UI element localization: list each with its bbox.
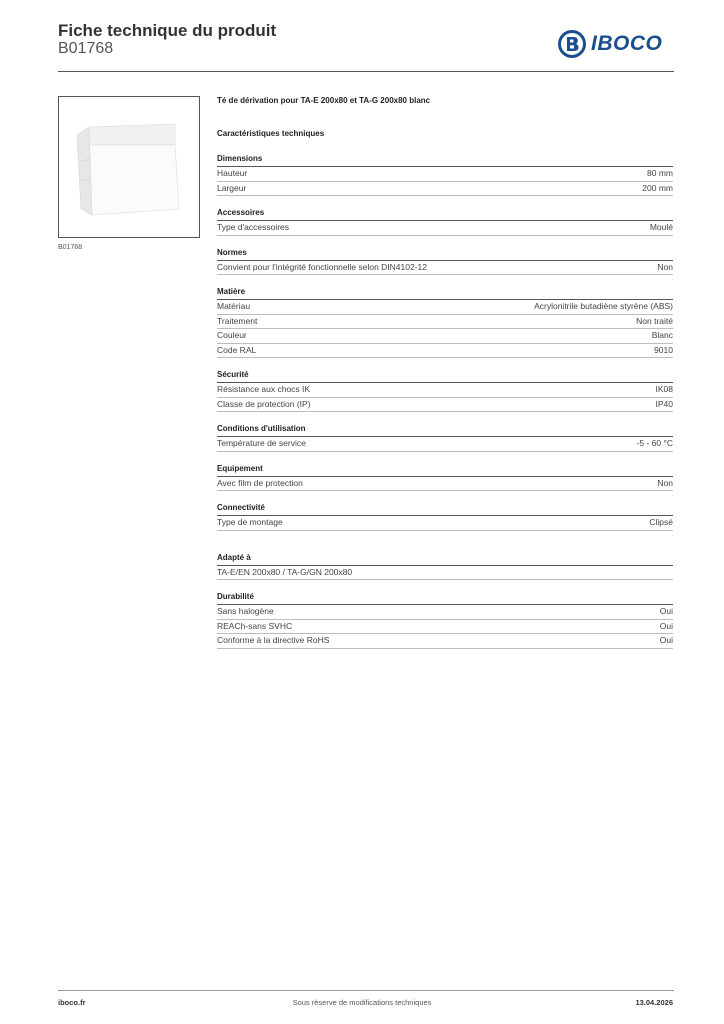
table-row [217, 167, 673, 182]
table-row [217, 477, 673, 492]
section-title: Adapté à [217, 553, 673, 566]
row-label: Couleur [217, 330, 247, 340]
section-title: Normes [217, 248, 673, 261]
table-row [217, 383, 673, 398]
section-safety [217, 370, 673, 412]
section-title: Equipement [217, 464, 673, 477]
row-label: Température de service [217, 438, 306, 448]
specs-heading: Caractéristiques techniques [217, 129, 325, 138]
row-label: REACh-sans SVHC [217, 620, 293, 631]
table-row [217, 315, 673, 330]
section-sustainability [217, 592, 673, 649]
row-label: Largeur [217, 182, 247, 193]
row-value: Clipsé [649, 517, 673, 527]
row-label: Hauteur [217, 168, 248, 178]
row-value: 80 mm [647, 168, 673, 178]
iboco-logo-icon [557, 29, 587, 59]
brand-name: IBOCO [591, 32, 663, 55]
section-equipment [217, 464, 673, 492]
table-row [217, 221, 673, 236]
row-value: Blanc [651, 330, 673, 340]
footer-website: iboco.fr [58, 998, 86, 1007]
row-label: Avec film de protection [217, 477, 303, 488]
row-label: Classe de protection (IP) [217, 398, 311, 409]
row-value: IK08 [655, 384, 673, 394]
row-value: Moulé [649, 222, 673, 232]
footer-notice: Sous réserve de modifications techniques [292, 998, 432, 1007]
row-label: Convient pour l'intégrité fonctionnelle selon DIN4102-12 [217, 261, 428, 272]
section-title: Matière [217, 287, 673, 300]
product-tee-icon [59, 97, 199, 237]
section-operating-conditions [217, 424, 673, 452]
row-label: Type d'accessoires [217, 222, 290, 232]
page-title: Fiche technique du produit [58, 21, 277, 40]
section-title: Dimensions [217, 154, 673, 167]
footer-date: 13.04.2026 [635, 998, 673, 1007]
table-row [217, 634, 673, 649]
row-value: Non [657, 477, 673, 488]
section-material [217, 287, 673, 358]
product-image [58, 96, 200, 238]
row-value: Oui [659, 635, 673, 645]
row-label: Matériau [217, 301, 251, 311]
spec-sheet [217, 96, 673, 649]
table-row [217, 620, 673, 635]
row-value: 200 mm [642, 182, 673, 193]
table-row [217, 566, 673, 581]
section-title: Connectivité [217, 503, 673, 516]
table-row [217, 261, 673, 276]
section-title: Conditions d'utilisation [217, 424, 673, 437]
section-title: Sécurité [217, 370, 673, 383]
section-suitable-for [217, 553, 673, 581]
section-title: Accessoires [217, 208, 673, 221]
table-row [217, 329, 673, 344]
table-row [217, 516, 673, 531]
row-value: Oui [659, 606, 673, 616]
row-label: Type de montage [217, 517, 283, 527]
table-row [217, 300, 673, 315]
footer-divider [58, 990, 674, 991]
row-value: Non [657, 261, 673, 272]
row-label: Sans halogène [217, 606, 274, 616]
row-value: 9010 [654, 344, 673, 355]
table-row [217, 182, 673, 197]
table-row [217, 344, 673, 359]
row-label: Code RAL [217, 344, 257, 355]
row-value: -5 - 60 °C [636, 438, 673, 448]
brand-logo [557, 29, 675, 59]
row-label: Traitement [217, 315, 258, 326]
section-accessories [217, 208, 673, 236]
section-title: Durabilité [217, 592, 673, 605]
row-value: Oui [659, 620, 673, 631]
row-label: Résistance aux chocs IK [217, 384, 311, 394]
product-description: Té de dérivation pour TA-E 200x80 et TA-G 200x80 blanc [217, 96, 431, 105]
table-row [217, 605, 673, 620]
product-code: B01768 [58, 40, 114, 57]
table-row [217, 437, 673, 452]
header-divider [58, 71, 674, 72]
section-connectivity [217, 503, 673, 531]
section-dimensions [217, 154, 673, 196]
table-row [217, 398, 673, 413]
image-caption: B01768 [58, 244, 83, 251]
section-standards [217, 248, 673, 276]
row-value: Acrylonitrile butadiène styrène (ABS) [534, 301, 673, 311]
row-value: IP40 [655, 398, 673, 409]
row-value: Non traité [636, 315, 673, 326]
row-label: Conforme à la directive RoHS [217, 635, 330, 645]
row-label: TA-E/EN 200x80 / TA-G/GN 200x80 [217, 566, 353, 577]
